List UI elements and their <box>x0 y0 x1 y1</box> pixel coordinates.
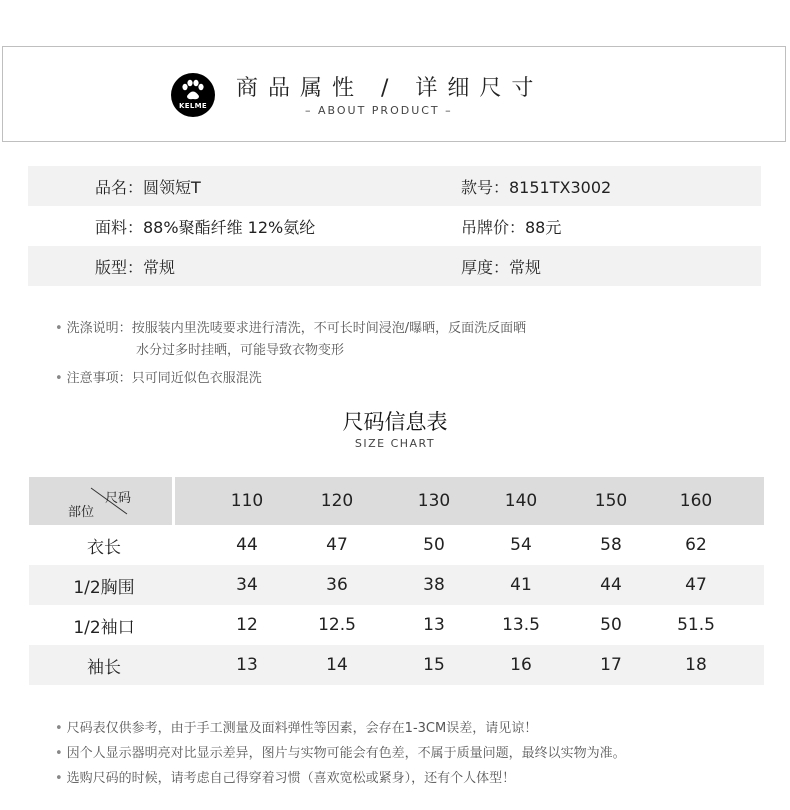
table-cell: 16 <box>510 655 532 675</box>
table-cell: 50 <box>423 535 445 555</box>
table-corner-cell <box>29 477 172 525</box>
attribute-row <box>28 246 761 286</box>
size-header: 140 <box>504 491 538 511</box>
attribute-style-number: 款号：8151TX3002 <box>461 177 612 197</box>
corner-size-label: 尺码 <box>105 491 132 506</box>
wash-text: 按服装内里洗唛要求进行清洗，不可长时间浸泡/曝晒，反面洗反面晒 <box>131 321 527 336</box>
bullet-icon: • <box>55 721 63 736</box>
page-title: 商品属性 / 详细尺寸 <box>236 76 544 101</box>
table-cell: 44 <box>600 575 622 595</box>
disclaimer-text: 选购尺码的时候，请考虑自己得穿着习惯（喜欢宽松或紧身），还有个人体型！ <box>66 771 516 786</box>
attribute-fabric: 面料：88%聚酯纤维 12%氨纶 <box>95 217 316 237</box>
table-cell: 38 <box>423 575 445 595</box>
kelme-logo <box>171 73 215 117</box>
table-row <box>29 605 764 645</box>
table-cell: 36 <box>326 575 348 595</box>
wash-label: 洗涤说明： <box>66 321 132 336</box>
table-cell: 54 <box>510 535 532 555</box>
logo-brand-text: KELME <box>179 102 207 110</box>
disclaimer-text: 尺码表仅供参考，由于手工测量及面料弹性等因素，会存在1-3CM误差，请见谅！ <box>66 721 538 736</box>
page-subtitle: – ABOUT PRODUCT – <box>305 104 453 117</box>
table-row <box>29 525 764 565</box>
table-cell: 51.5 <box>677 615 715 635</box>
wash-instructions <box>55 318 526 340</box>
table-cell: 12.5 <box>318 615 356 635</box>
attribute-row <box>28 166 761 206</box>
size-header-row <box>29 477 764 525</box>
disclaimer-text: 因个人显示器明亮对比显示差异，图片与实物可能会有色差，不属于质量问题，最终以实物为准。 <box>66 746 626 761</box>
size-header: 150 <box>594 491 628 511</box>
header-panel <box>2 46 786 142</box>
size-disclaimer-notes <box>55 716 626 791</box>
table-cell: 13 <box>423 615 445 635</box>
table-row <box>29 565 764 605</box>
attention-label: 注意事项： <box>66 371 132 386</box>
care-notes <box>55 318 526 390</box>
corner-part-label: 部位 <box>68 505 95 520</box>
product-attributes-table <box>28 166 761 286</box>
table-cell: 18 <box>685 655 707 675</box>
table-row <box>29 645 764 685</box>
size-header: 110 <box>230 491 264 511</box>
attention-note <box>55 368 526 390</box>
row-label: 衣长 <box>87 537 121 558</box>
disclaimer-item <box>55 716 626 741</box>
table-cell: 44 <box>236 535 258 555</box>
size-header: 130 <box>417 491 451 511</box>
attribute-tag-price: 吊牌价：88元 <box>461 217 562 237</box>
size-chart-subtitle: SIZE CHART <box>354 437 436 450</box>
table-cell: 47 <box>685 575 707 595</box>
size-chart-table <box>29 477 764 685</box>
row-label: 袖长 <box>87 657 121 678</box>
attribute-thickness: 厚度：常规 <box>461 257 542 277</box>
attention-text: 只可同近似色衣服混洗 <box>131 371 262 386</box>
table-cell: 58 <box>600 535 622 555</box>
disclaimer-item <box>55 741 626 766</box>
bullet-icon: • <box>55 746 63 761</box>
row-label: 1/2袖口 <box>73 617 135 638</box>
size-header: 120 <box>320 491 354 511</box>
size-header: 160 <box>679 491 713 511</box>
table-cell: 41 <box>510 575 532 595</box>
table-cell: 14 <box>326 655 348 675</box>
table-cell: 15 <box>423 655 445 675</box>
table-cell: 34 <box>236 575 258 595</box>
bullet-icon: • <box>55 321 63 336</box>
bullet-icon: • <box>55 371 63 386</box>
header-divider <box>172 477 175 525</box>
table-cell: 13 <box>236 655 258 675</box>
table-cell: 13.5 <box>502 615 540 635</box>
paw-icon <box>181 79 205 101</box>
size-chart-title: 尺码信息表 <box>342 410 448 434</box>
disclaimer-item <box>55 766 626 791</box>
row-label: 1/2胸围 <box>73 577 135 598</box>
table-cell: 47 <box>326 535 348 555</box>
attribute-row <box>28 206 761 246</box>
table-cell: 50 <box>600 615 622 635</box>
table-cell: 17 <box>600 655 622 675</box>
table-cell: 12 <box>236 615 258 635</box>
wash-text-continued: 水分过多时挂晒，可能导致衣物变形 <box>136 343 345 358</box>
attribute-product-name: 品名：圆领短T <box>95 177 201 197</box>
table-cell: 62 <box>685 535 707 555</box>
bullet-icon: • <box>55 771 63 786</box>
attribute-fit: 版型：常规 <box>95 257 176 277</box>
